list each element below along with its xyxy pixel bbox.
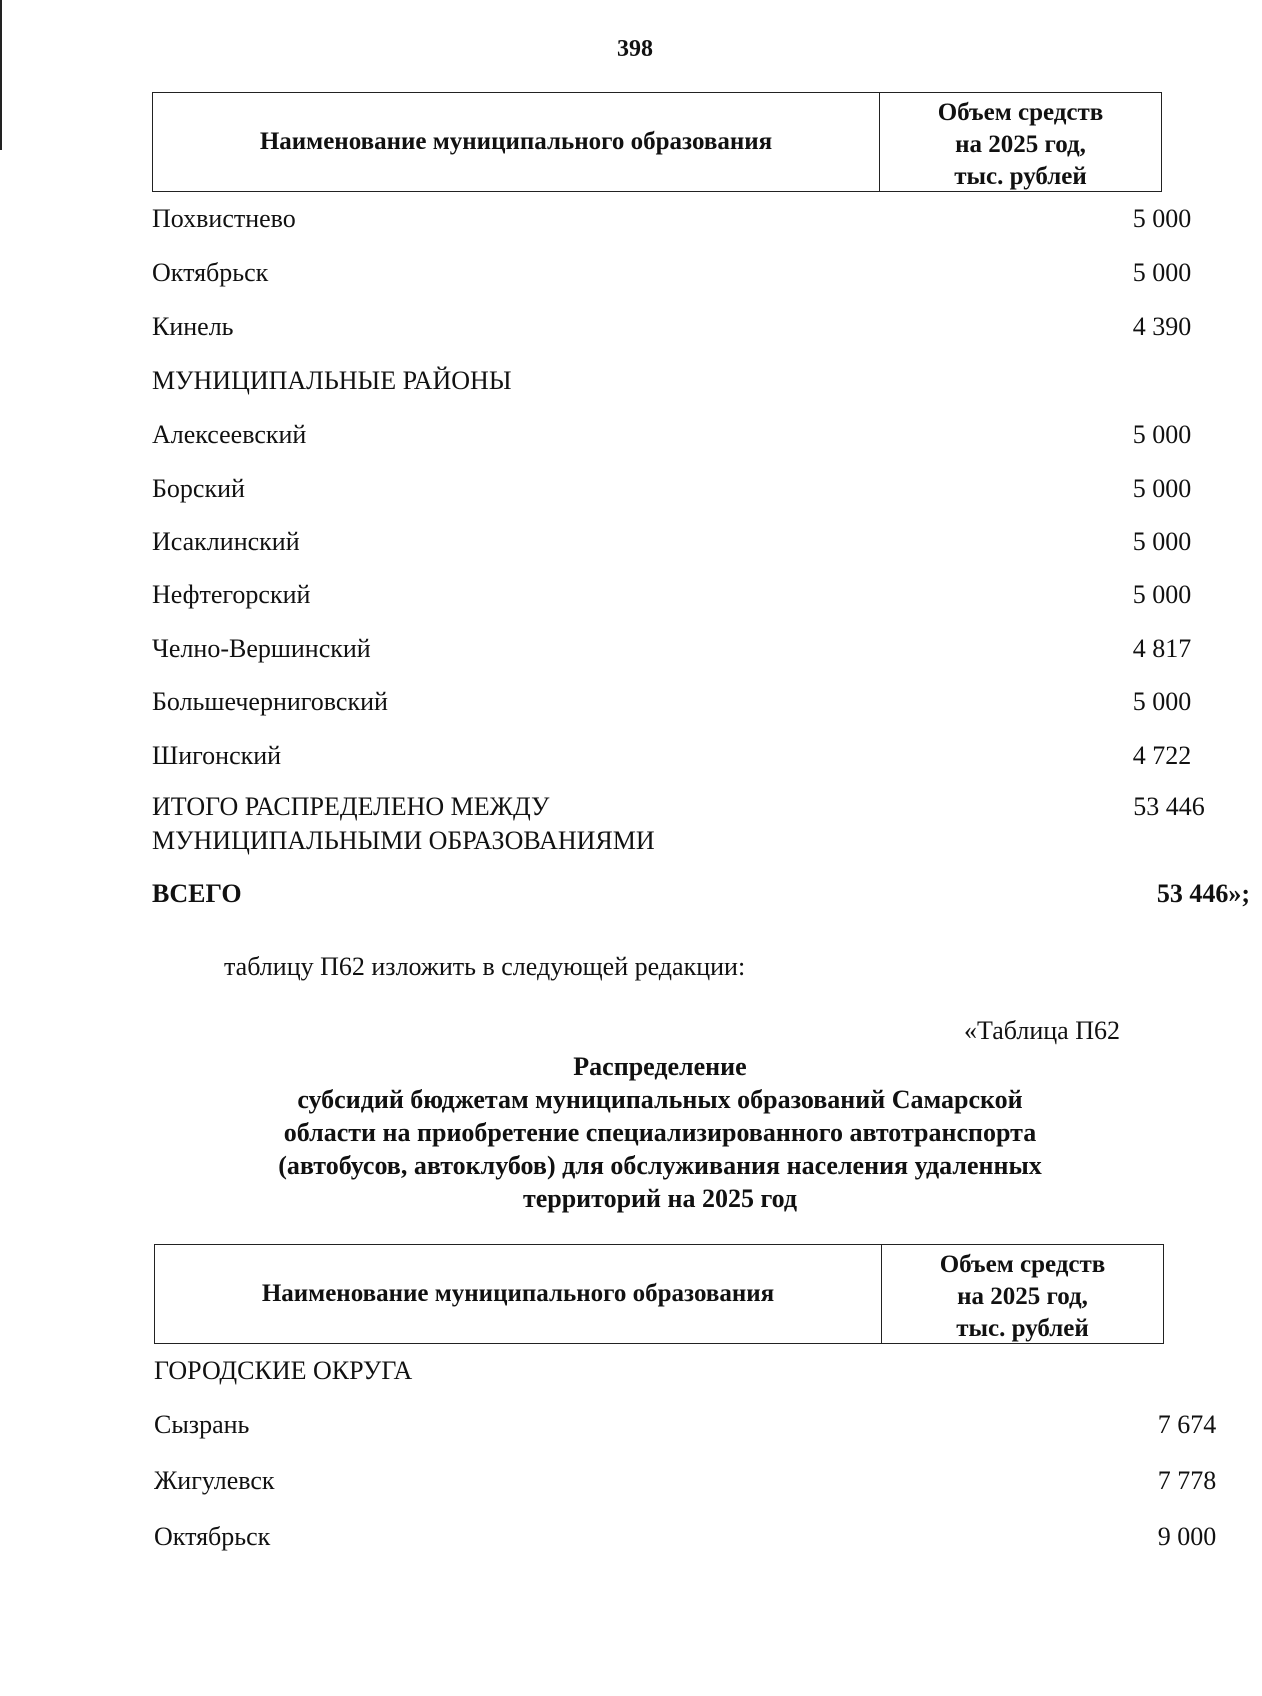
- row-name: Борский: [152, 474, 245, 503]
- subtotal-value: 53 446: [1133, 792, 1205, 821]
- row-value: 5 000: [1132, 204, 1192, 233]
- row-name: Шигонский: [152, 741, 282, 770]
- total-value: 53 446»;: [1156, 879, 1250, 908]
- table2-header: [154, 1244, 1164, 1344]
- row-name: Челно-Вершинский: [152, 634, 371, 663]
- subtotal-label: ИТОГО РАСПРЕДЕЛЕНО МЕЖДУ МУНИЦИПАЛЬНЫМИ ОБРАЗОВАНИЯМИ: [152, 792, 655, 855]
- row-name: Нефтегорский: [152, 580, 311, 609]
- table2-header-name-col: Наименование муниципального образования: [155, 1245, 882, 1343]
- row-value: 9 000: [1157, 1522, 1217, 1551]
- total-label: ВСЕГО: [152, 879, 242, 908]
- row-value: 5 000: [1132, 580, 1192, 609]
- left-margin-rule: [0, 0, 2, 150]
- row-value: 7 778: [1157, 1466, 1217, 1495]
- row-value: 5 000: [1132, 258, 1192, 287]
- row-name: Октябрьск: [154, 1522, 271, 1551]
- row-name: Жигулевск: [154, 1466, 275, 1495]
- row-value: 4 817: [1132, 634, 1192, 663]
- table2-header-value-col: Объем средств на 2025 год, тыс. рублей: [939, 1251, 1106, 1342]
- table-label: «Таблица П62: [964, 1016, 1120, 1045]
- row-name: МУНИЦИПАЛЬНЫЕ РАЙОНЫ: [152, 366, 512, 395]
- instruction-text: таблицу П62 изложить в следующей редакции:: [224, 952, 746, 981]
- table1-header-name-col: Наименование муниципального образования: [153, 93, 880, 191]
- row-name: Кинель: [152, 312, 234, 341]
- row-value: 4 722: [1132, 741, 1192, 770]
- row-name: Большечерниговский: [152, 687, 388, 716]
- row-name: Похвистнево: [152, 204, 296, 233]
- row-name: ГОРОДСКИЕ ОКРУГА: [154, 1356, 413, 1385]
- row-name: Исаклинский: [152, 527, 300, 556]
- table1-header-value-col: Объем средств на 2025 год, тыс. рублей: [937, 99, 1104, 190]
- row-value: 5 000: [1132, 527, 1192, 556]
- row-value: 4 390: [1132, 312, 1192, 341]
- row-name: Сызрань: [154, 1410, 250, 1439]
- row-name: Октябрьск: [152, 258, 269, 287]
- table1-header: [152, 92, 1162, 192]
- table-heading: Распределение субсидий бюджетам муниципальных образований Самарской области на приобретение специализированного автотранспорта (автобусов, автоклубов) для обслуживания населения удаленных территорий на 2025 год: [278, 1052, 1042, 1213]
- row-value: 7 674: [1157, 1410, 1217, 1439]
- row-value: 5 000: [1132, 474, 1192, 503]
- row-value: 5 000: [1132, 420, 1192, 449]
- page-number: 398: [617, 36, 653, 62]
- row-value: 5 000: [1132, 687, 1192, 716]
- row-name: Алексеевский: [152, 420, 307, 449]
